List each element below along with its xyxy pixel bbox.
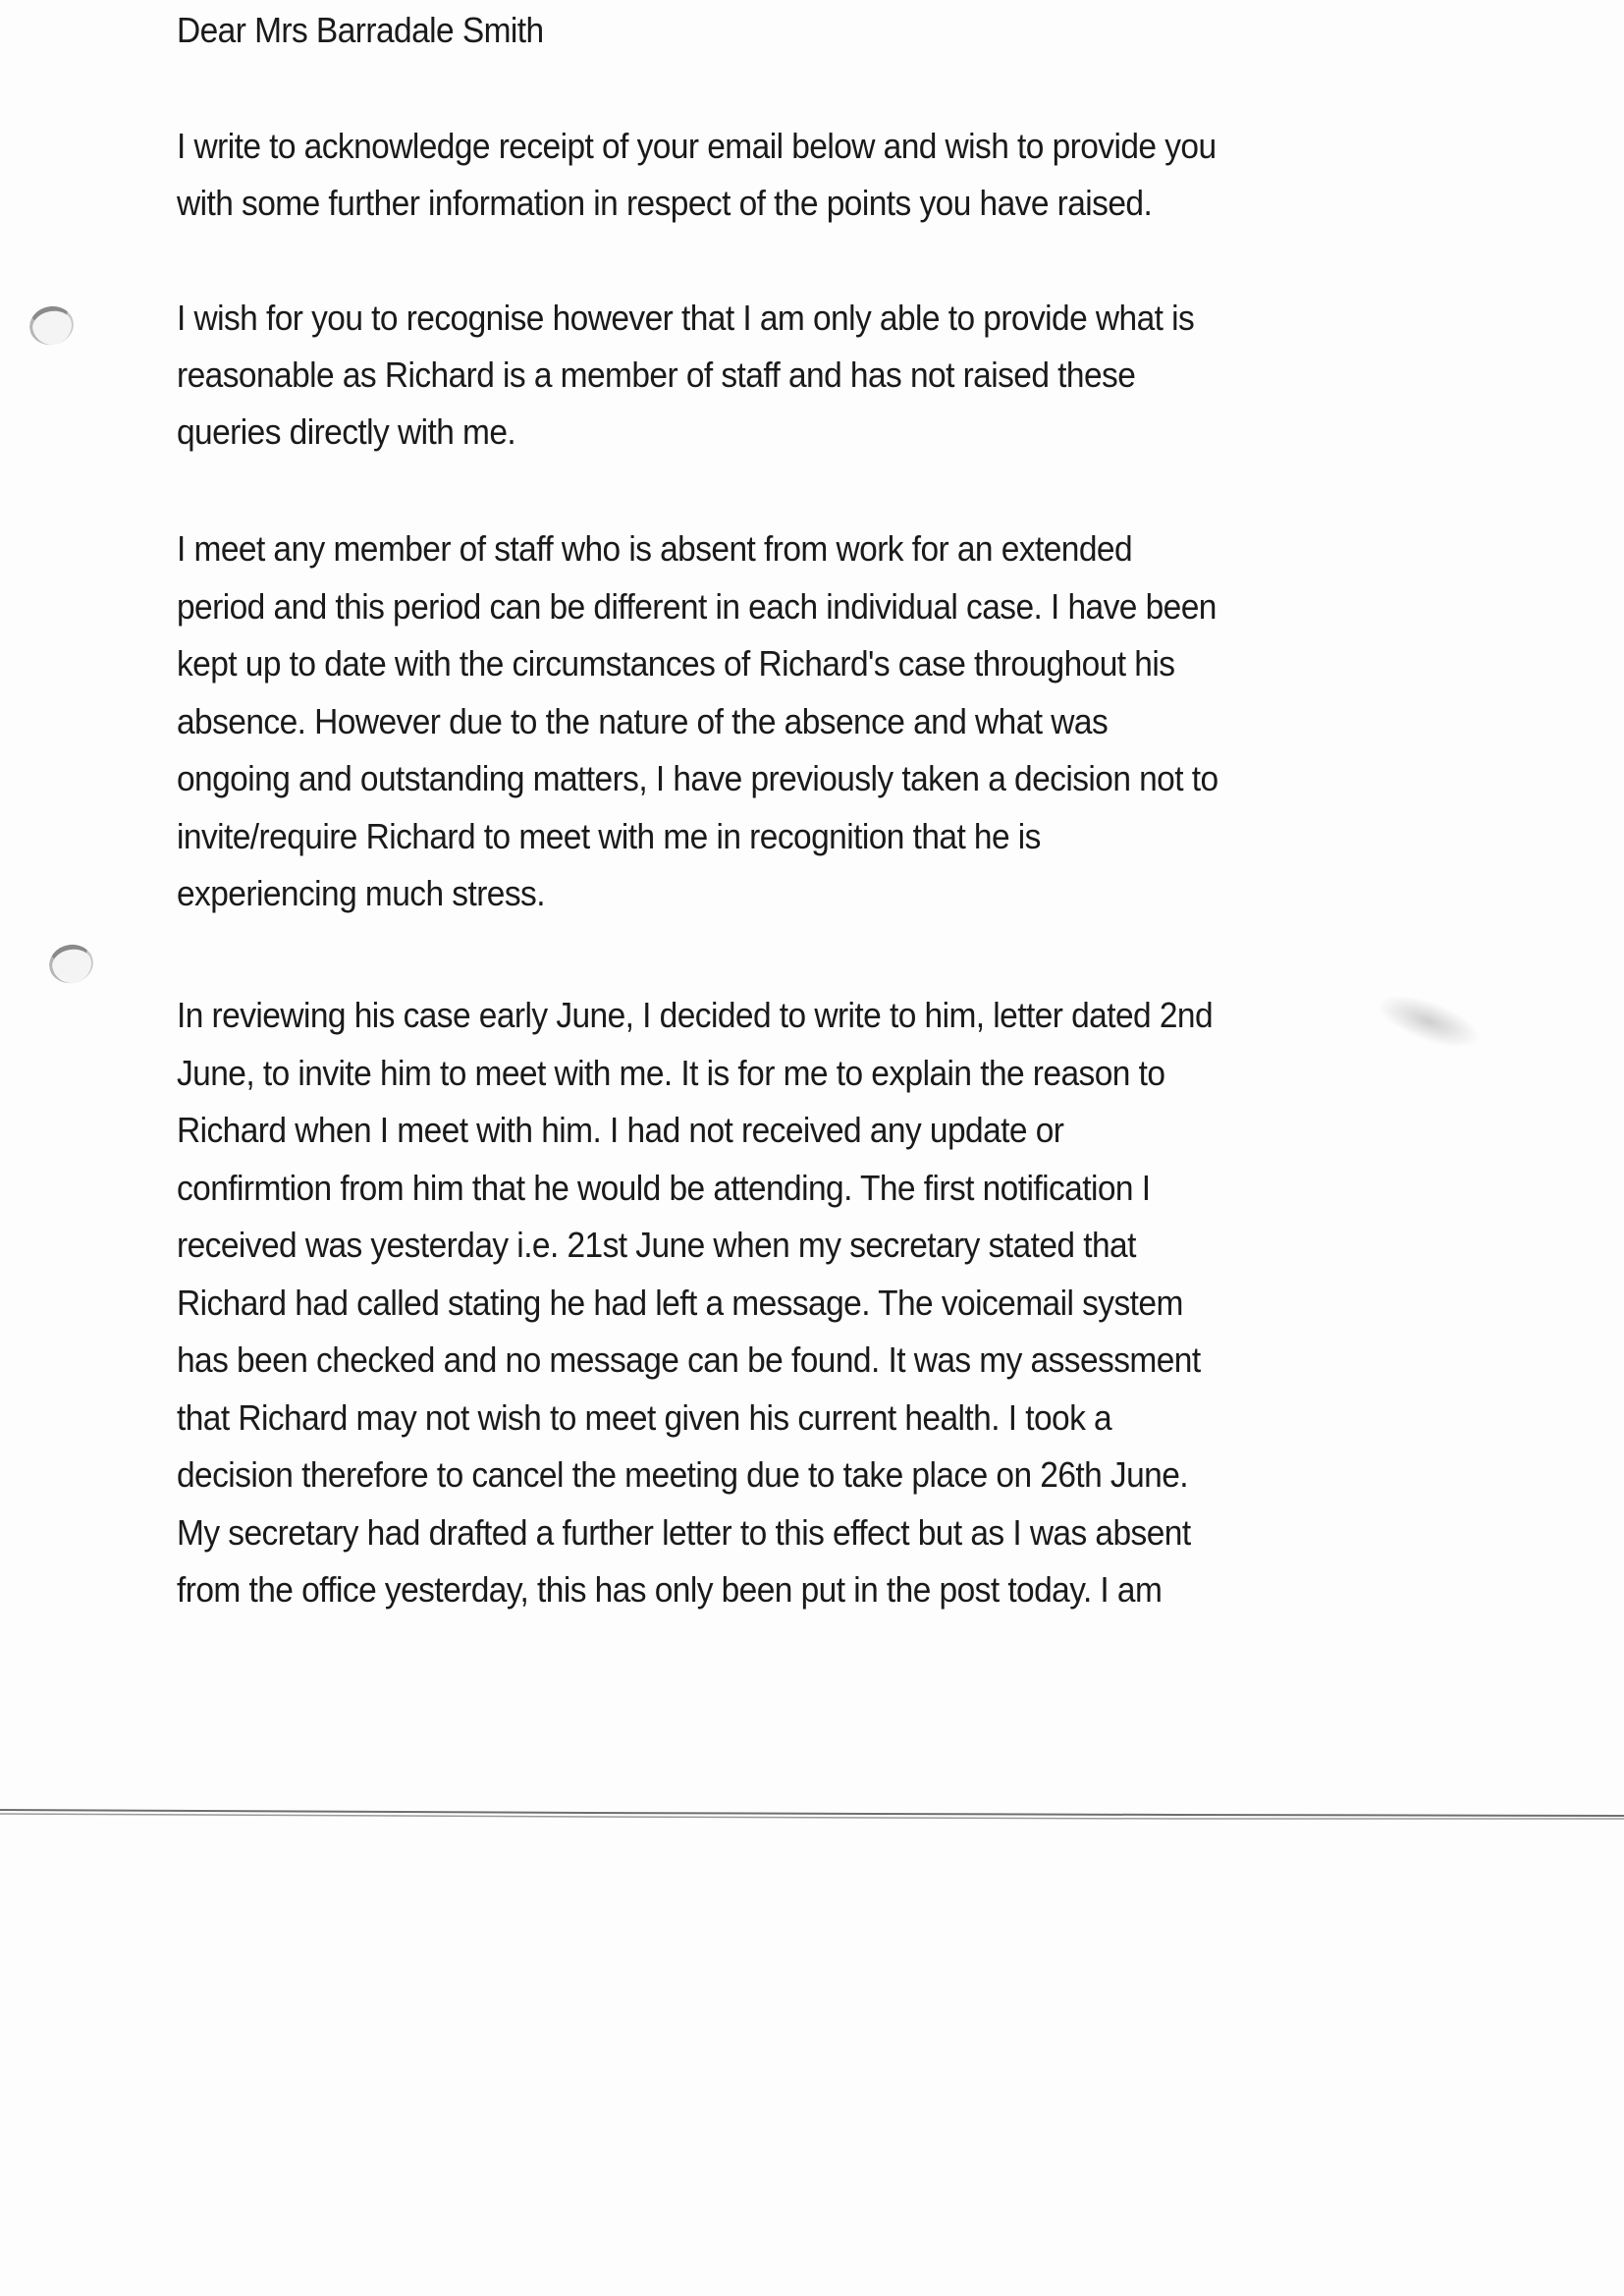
punch-hole-icon	[26, 302, 77, 350]
paragraph-line: with some further information in respect of the points you have raised.	[177, 183, 1153, 223]
paragraph-line: queries directly with me.	[177, 411, 516, 452]
paragraph-line: experiencing much stress.	[177, 873, 545, 913]
scan-smudge	[1371, 984, 1486, 1058]
paragraph-line: I write to acknowledge receipt of your email below and wish to provide you	[177, 126, 1217, 166]
paragraph-line: confirmtion from him that he would be attending. The first notification I	[177, 1167, 1151, 1208]
paragraph-line: decision therefore to cancel the meeting due to take place on 26th June.	[177, 1454, 1189, 1495]
paragraph-absence	[177, 520, 1218, 923]
paragraph-line: kept up to date with the circumstances of Richard's case throughout his	[177, 643, 1175, 683]
paragraph-recognition	[177, 290, 1194, 461]
paragraph-line: invite/require Richard to meet with me in recognition that he is	[177, 815, 1041, 856]
paragraph-review	[177, 987, 1213, 1619]
paper-edge-fold	[0, 1807, 1624, 1821]
paragraph-line: reasonable as Richard is a member of staff and has not raised these	[177, 355, 1136, 395]
paragraph-line: received was yesterday i.e. 21st June when my secretary stated that	[177, 1225, 1136, 1265]
paragraph-line: period and this period can be different in each individual case. I have been	[177, 585, 1217, 627]
paragraph-line: from the office yesterday, this has only been put in the post today. I am	[177, 1569, 1163, 1610]
paragraph-line: June, to invite him to meet with me. It is for me to explain the reason to	[177, 1052, 1165, 1093]
punch-hole-icon	[45, 941, 96, 988]
paragraph-line: Richard had called stating he had left a message. The voicemail system	[177, 1282, 1183, 1323]
salutation: Dear Mrs Barradale Smith	[177, 10, 544, 50]
paragraph-line: Richard when I meet with him. I had not received any update or	[177, 1110, 1064, 1150]
paragraph-line: My secretary had drafted a further letter to this effect but as I was absent	[177, 1511, 1191, 1553]
paragraph-line: I meet any member of staff who is absent from work for an extended	[177, 528, 1133, 569]
paragraph-line: absence. However due to the nature of the absence and what was	[177, 700, 1109, 741]
paragraph-acknowledgement	[177, 118, 1217, 232]
paragraph-line: that Richard may not wish to meet given his current health. I took a	[177, 1396, 1112, 1438]
paragraph-line: ongoing and outstanding matters, I have previously taken a decision not to	[177, 758, 1218, 798]
paragraph-line: I wish for you to recognise however that I am only able to provide what is	[177, 298, 1195, 338]
paragraph-line: In reviewing his case early June, I decided to write to him, letter dated 2nd	[177, 995, 1214, 1035]
paragraph-line: has been checked and no message can be found. It was my assessment	[177, 1339, 1201, 1380]
